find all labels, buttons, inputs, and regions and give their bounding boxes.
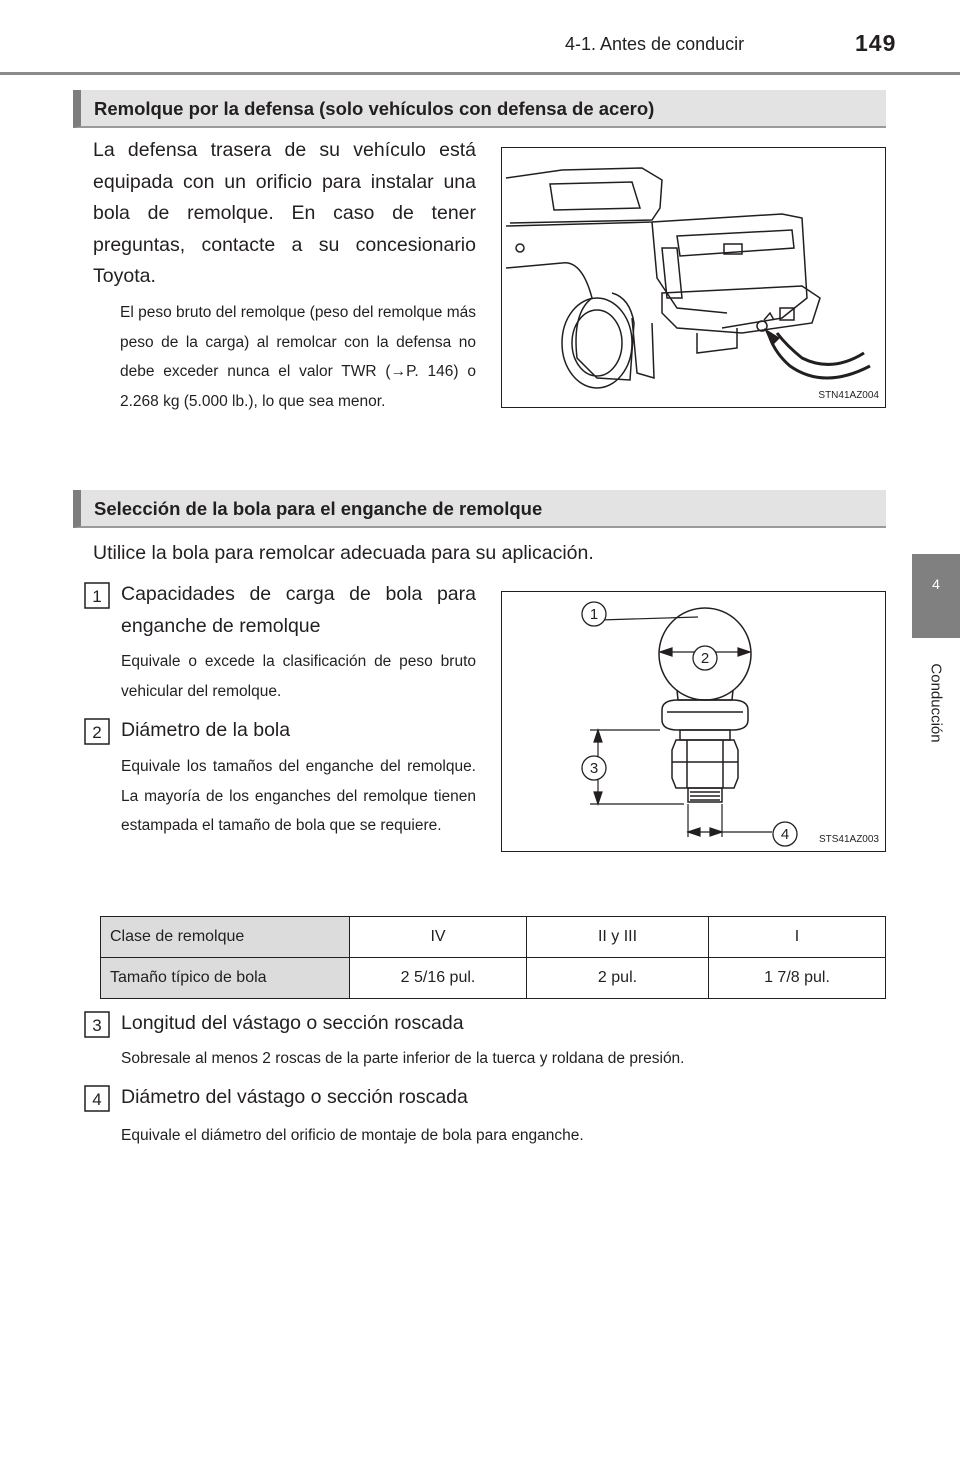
item-title: Longitud del vástago o sección roscada [121,1012,464,1034]
item-number-badge [84,718,110,745]
table-row-header: Clase de remolque [101,917,350,958]
ball-selection-intro: Utilice la bola para remolcar adecuada para su aplicación. [93,542,594,564]
figure-code: STN41AZ004 [818,390,879,401]
chapter-label [925,648,947,758]
table-row [101,917,886,958]
item-number-text: 1 [92,587,102,606]
item-number-badge [84,1085,110,1112]
table-cell: 2 5/16 pul. [350,958,527,999]
callout-4: 4 [780,826,790,843]
ball-size-table [100,916,886,999]
table-cell: I [709,917,886,958]
callout-2: 2 [700,650,710,667]
table-cell: II y III [527,917,709,958]
header-divider [0,72,960,75]
table-cell: 2 pul. [527,958,709,999]
section-heading-ball-selection: Selección de la bola para el enganche de remolque [73,490,886,528]
table-cell: IV [350,917,527,958]
section-heading-bumper-towing: Remolque por la defensa (solo vehículos con defensa de acero) [73,90,886,128]
page-number: 149 [855,30,897,56]
item-number-text: 2 [92,723,102,742]
chapter-tab: 4 [912,554,960,638]
item-number-text: 4 [92,1090,102,1109]
hitch-ball-drawing [502,592,885,851]
item-title: Capacidades de carga de bola para enganche de remolque [121,583,476,637]
callout-3: 3 [589,760,599,777]
running-header-section: 4-1. Antes de conducir [565,34,745,54]
bumper-towing-paragraph: La defensa trasera de su vehículo está equipada con un orificio para instalar una bola de remolque. En caso de tener preguntas, contacte a su concesionario Toyota. [93,139,476,287]
hitch-ball-illustration [501,591,886,852]
truck-rear-illustration [501,147,886,408]
table-row-header: Tamaño típico de bola [101,958,350,999]
item-title: Diámetro del vástago o sección roscada [121,1086,468,1108]
figure-code: STS41AZ003 [818,834,879,845]
item-number-badge [84,1011,110,1038]
item-body: Sobresale al menos 2 roscas de la parte inferior de la tuerca y roldana de presión. [121,1050,685,1067]
callout-1: 1 [589,606,599,623]
truck-rear-drawing [502,148,885,407]
item-body: Equivale el diámetro del orificio de montaje de bola para enganche. [121,1127,584,1144]
item-number-text: 3 [92,1016,102,1035]
bumper-towing-weight-note: El peso bruto del remolque (peso del remolque más peso de la carga) al remolcar con la defensa no debe exceder nunca el valor TWR (→P. 146) o 2.268 kg (5.000 lb.), lo que sea menor. [120,304,476,410]
item-title: Diámetro de la bola [121,719,291,741]
chapter-label-text: Conducción [927,663,945,743]
item-number-badge [84,582,110,609]
table-row [101,958,886,999]
item-body: Equivale o excede la clasificación de peso bruto vehicular del remolque. [121,653,476,700]
item-body: Equivale los tamaños del enganche del remolque. La mayoría de los enganches del remolque tienen estampada el tamaño de bola que se requiere. [121,758,476,834]
table-cell: 1 7/8 pul. [709,958,886,999]
